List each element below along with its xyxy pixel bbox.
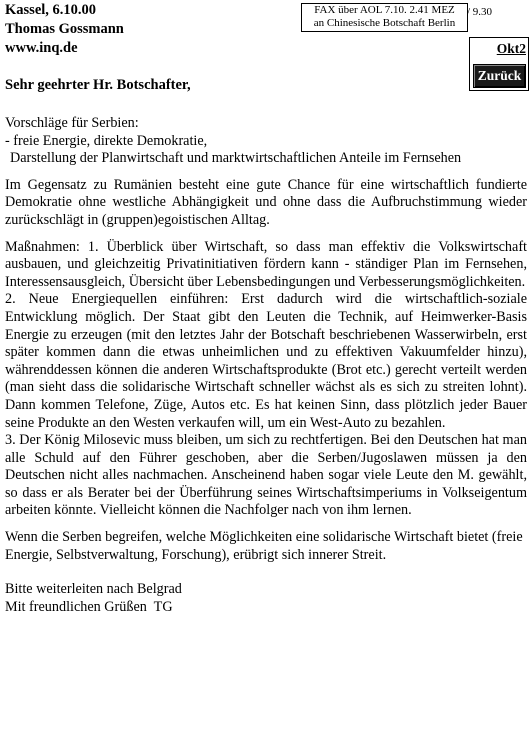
proposals-heading: Vorschläge für Serbien: [5,115,139,131]
paragraph-measures-1: Maßnahmen: 1. Überblick über Wirtschaft, so dass man effektiv die Volkswirtschaft ausbauen, und gleichzeitig Privatinitiativen fördern kann - ständiger Plan im Fernsehen, Interessensausgleich, Übersicht über Lebensbedingungen und Verbesserungsmöglichkeiten. [5,238,527,290]
fax-line-2: an Chinesische Botschaft Berlin [313,17,456,29]
letter-date: Kassel, 6.10.00 [5,2,97,18]
proposal-item-1: - freie Energie, direkte Demokratie, [5,132,208,149]
proposal-item-2: Darstellung der Planwirtschaft und marktwirtschaftlichen Anteile im Fernsehen [10,150,462,167]
closing-forward: Bitte weiterleiten nach Belgrad [5,581,182,598]
proposals-block [5,115,527,168]
letter-body [5,115,527,616]
paragraph-romania: Im Gegensatz zu Rumänien besteht eine gute Chance für eine wirtschaftlich fundierte Demokratie ohne westliche Abhängigkeit und ohne dass die Aufbruchstimmung wieder zurückschlägt in (gruppen)egoistischen Alltag. [5,176,527,228]
sender-block [5,1,124,58]
paragraph-measures-2: 2. Neue Energiequellen einführen: Erst dadurch wird die wirtschaftlich-soziale Entwicklung möglich. Der Staat gibt den Leuten die Technik, auf Heimwerker-Basis Energie zu erzeugen (mit den letztes Jahr der Botschaft beschriebenen Wasserwirbeln, erst später kommen dann die etwas unheimlichen und zu effektiven Vakuumfelder hinzu), währenddessen können die anderen Wirtschaftsprodukte (Brot etc.) gerecht verteilt werden (man sieht dass die solidarische Wirtschaft schneller wächst als es sich zu streiten lohnt). Dann kommen Telefone, Züge, Autos etc. Es hat keinen Sinn, dass plötzlich jeder Bauer seine Produkte an den Westen verkaufen will, um ein West-Auto zu bezahlen. [5,291,527,431]
fax-stamp [301,3,468,32]
fax-line-1: FAX über AOL 7.10. 2.41 MEZ [314,4,455,16]
navigation-box [469,37,529,91]
fax-page-number: / 9.30 [467,6,493,18]
paragraph-measures-3: 3. Der König Milosevic muss bleiben, um sich zu rechtfertigen. Bei den Deutschen hat man alle Schuld auf den Führer geschoben, aber die Serben/Jugoslawen müssen ja den Deutschen nicht alles nachmachen. Anscheinend haben sogar viele Leute den M. gewählt, so dass er als Berater bei der Überführung seines Wirtschaftsimperiums in Volkseigentum arbeiten könnte. Vielleicht können die Nachfolger nach von ihm lernen. [5,432,527,519]
salutation: Sehr geehrter Hr. Botschafter, [5,77,191,93]
paragraph-conclusion: Wenn die Serben begreifen, welche Möglichkeiten eine solidarische Wirtschaft bietet (freie Energie, Selbstverwaltung, Forschung), erübrigt sich innerer Streit. [5,529,523,563]
closing-regards: Mit freundlichen Grüßen TG [5,598,173,615]
sender-name: Thomas Gossmann [5,21,124,37]
okt2-link[interactable]: Okt2 [496,41,526,56]
back-button[interactable]: Zurück [473,64,526,88]
sender-website: www.inq.de [5,40,78,56]
